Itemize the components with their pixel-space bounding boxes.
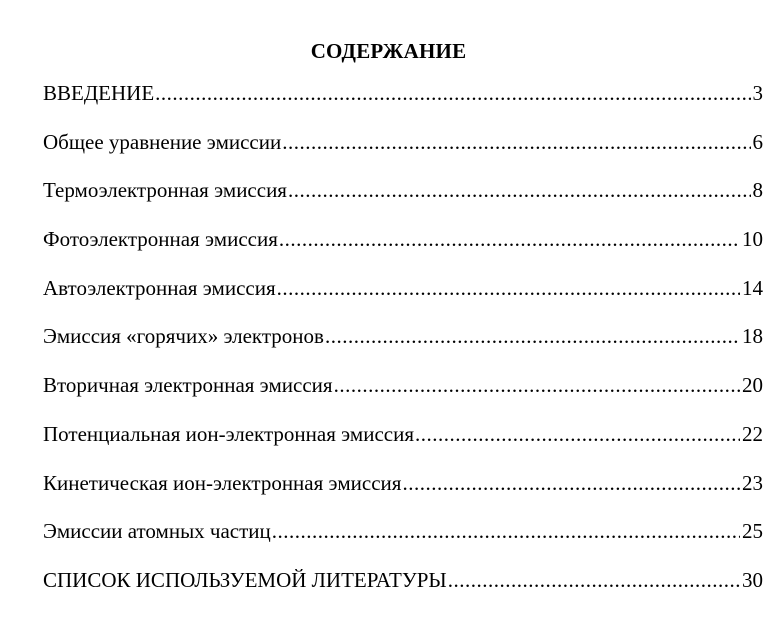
toc-entry-atomic-particle-emission[interactable] — [43, 517, 763, 566]
toc-entry-title: Общее уравнение эмиссии — [43, 129, 282, 154]
toc-page-number: 30 — [742, 567, 763, 592]
toc-page-number: 10 — [742, 227, 763, 252]
dot-leader — [155, 79, 750, 107]
toc-page-number: 14 — [742, 275, 763, 300]
dot-leader — [277, 274, 740, 302]
dot-leader — [415, 420, 740, 448]
toc-page-number: 22 — [742, 421, 763, 446]
toc-entry-title: Фотоэлектронная эмиссия — [43, 227, 278, 252]
toc-entry-title: Термоэлектронная эмиссия — [43, 178, 287, 203]
toc-entry-title: Вторичная электронная эмиссия — [43, 373, 333, 398]
dot-leader — [282, 128, 750, 156]
toc-page-number: 25 — [742, 519, 763, 544]
dot-leader — [448, 566, 740, 594]
dot-leader — [334, 371, 740, 399]
toc-page-number: 6 — [752, 129, 763, 154]
dot-leader — [272, 517, 740, 545]
table-of-contents — [43, 79, 763, 615]
page-title: СОДЕРЖАНИЕ — [310, 39, 467, 63]
toc-entry-title: СПИСОК ИСПОЛЬЗУЕМОЙ ЛИТЕРАТУРЫ — [43, 567, 447, 592]
dot-leader — [288, 176, 751, 204]
toc-entry-potential-ion-electron-emission[interactable] — [43, 420, 763, 469]
toc-entry-general-emission-equation[interactable] — [43, 128, 763, 177]
toc-page-number: 23 — [742, 470, 763, 495]
toc-entry-references[interactable] — [43, 566, 763, 615]
toc-entry-title: Кинетическая ион-электронная эмиссия — [43, 470, 402, 495]
toc-entry-kinetic-ion-electron-emission[interactable] — [43, 469, 763, 518]
toc-entry-thermionic-emission[interactable] — [43, 176, 763, 225]
toc-entry-introduction[interactable] — [43, 79, 763, 128]
dot-leader — [279, 225, 740, 253]
toc-page-number: 20 — [742, 373, 763, 398]
dot-leader — [402, 469, 740, 497]
toc-entry-title: Эмиссии атомных частиц — [43, 519, 271, 544]
toc-entry-secondary-electron-emission[interactable] — [43, 371, 763, 420]
toc-entry-title: Потенциальная ион-электронная эмиссия — [43, 421, 414, 446]
toc-page-number: 18 — [742, 324, 763, 349]
toc-page-number: 3 — [752, 81, 763, 105]
dot-leader — [325, 322, 740, 350]
toc-page-number: 8 — [752, 178, 763, 203]
toc-entry-title: ВВЕДЕНИЕ — [43, 81, 155, 105]
toc-entry-title: Автоэлектронная эмиссия — [43, 275, 276, 300]
toc-entry-field-emission[interactable] — [43, 274, 763, 323]
toc-entry-photoelectric-emission[interactable] — [43, 225, 763, 274]
toc-entry-title: Эмиссия «горячих» электронов — [43, 324, 324, 349]
toc-entry-hot-electron-emission[interactable] — [43, 322, 763, 371]
